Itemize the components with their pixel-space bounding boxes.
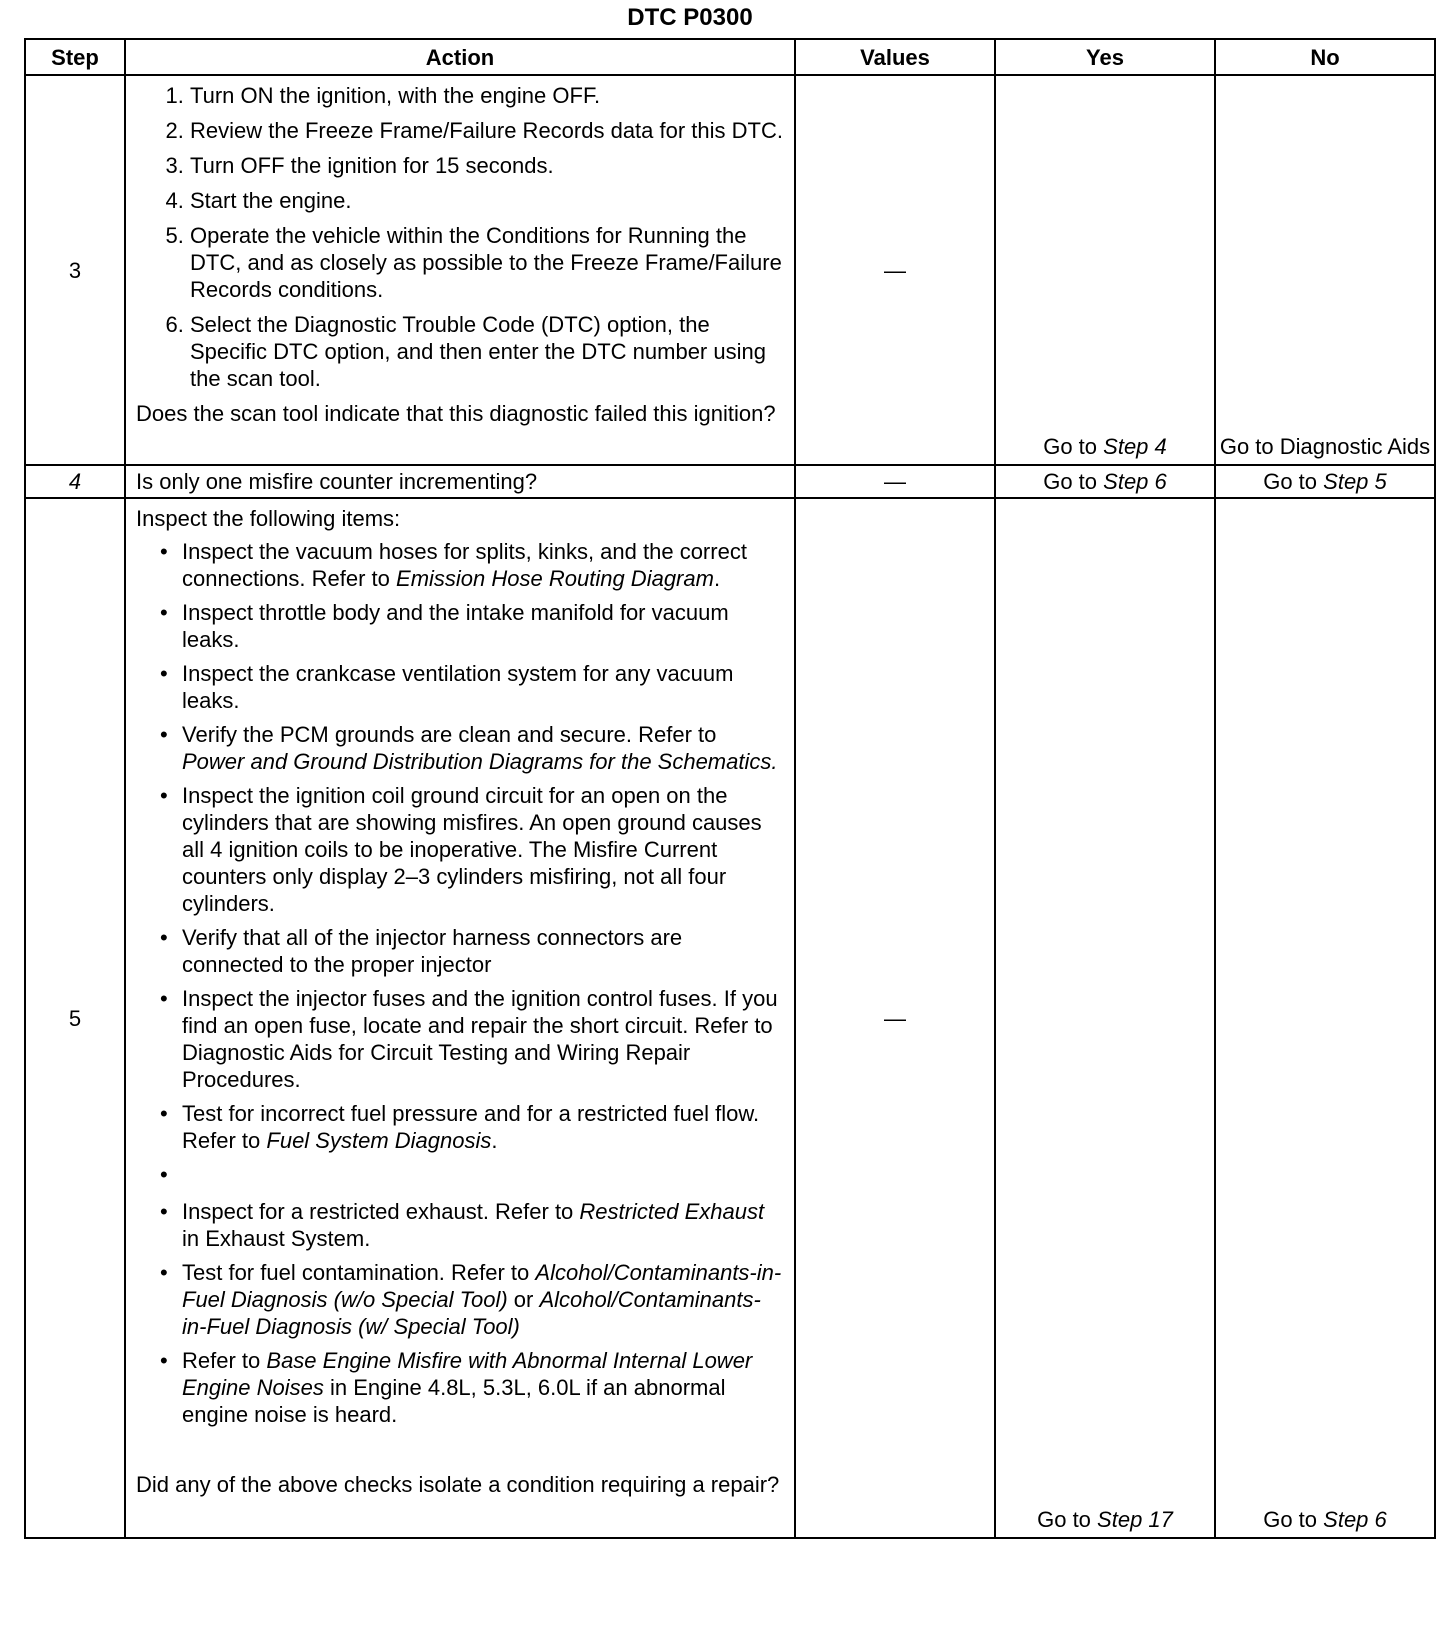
question-text: Did any of the above checks isolate a condition requiring a repair? [136, 1472, 780, 1497]
list-item [182, 538, 784, 592]
action-step: 6. Select the Diagnostic Trouble Code (DTC) option, the Specific DTC option, and then enter the DTC number using the scan tool. [190, 311, 784, 392]
item-text: or [513, 1287, 534, 1312]
list-item [182, 1259, 784, 1340]
reference-link: Alcohol/Contaminants-in-Fuel Diagnosis (w/ Special Tool) [182, 1287, 761, 1339]
reference-link: Base Engine Misfire with Abnormal Internal Lower Engine Noises [182, 1348, 753, 1400]
values-cell: — [795, 75, 995, 465]
diagnostic-aids-reference: Go to Diagnostic Aids [1219, 434, 1431, 459]
question-text: Does the scan tool indicate that this diagnostic failed this ignition? [136, 401, 776, 426]
reference-link: Fuel System Diagnosis [266, 1128, 492, 1153]
header-yes: Yes [995, 39, 1215, 75]
item-text: Inspect the ignition coil ground circuit for an open on the cylinders that are showing misfires. An open ground causes all 4 ignition coils to be inoperative. The Misfire Current counters only display 2–3 cylinders misfiring, not all four cylinders. [182, 783, 762, 916]
step-reference: Step 6 [1103, 469, 1167, 494]
header-row [25, 39, 1435, 75]
action-cell [125, 75, 795, 465]
no-cell [1215, 498, 1435, 1538]
intro-text: Inspect the following items: [136, 506, 401, 531]
header-action: Action [125, 39, 795, 75]
item-text: . [713, 566, 721, 591]
action-cell [125, 465, 795, 498]
step-number: 4 [25, 465, 125, 498]
list-item [182, 985, 784, 1093]
go-to-label: Go to [1037, 1507, 1091, 1532]
list-item [182, 660, 784, 714]
list-item [182, 721, 784, 775]
list-item [182, 1347, 784, 1428]
item-text: . [491, 1128, 498, 1153]
list-item [182, 924, 784, 978]
no-cell [1215, 75, 1435, 465]
yes-cell [995, 498, 1215, 1538]
action-step: 4. Start the engine. [190, 187, 784, 214]
item-text: Inspect the crankcase ventilation system for any vacuum leaks. [182, 661, 734, 713]
diagnostic-table [24, 38, 1436, 1539]
reference-link: Power and Ground Distribution Diagrams for the Schematics. [182, 749, 778, 774]
go-to-label: Go to [1263, 1507, 1318, 1532]
action-step: 1. Turn ON the ignition, with the engine OFF. [190, 82, 784, 109]
list-item [182, 1100, 784, 1154]
question-text: Is only one misfire counter incrementing? [136, 469, 538, 494]
item-text: Inspect for a restricted exhaust. Refer to [182, 1199, 574, 1224]
yes-cell [995, 75, 1215, 465]
action-step: 3. Turn OFF the ignition for 15 seconds. [190, 152, 784, 179]
item-text: in Engine 4.8L, 5.3L, 6.0L if an abnormal engine noise is heard. [182, 1375, 726, 1427]
action-steps-list [136, 82, 784, 392]
action-step: 2. Review the Freeze Frame/Failure Records data for this DTC. [190, 117, 784, 144]
reference-link: Alcohol/Contaminants-in-Fuel Diagnosis (w/o Special Tool) [182, 1260, 782, 1312]
step-reference: Step 5 [1323, 469, 1387, 494]
spacer [136, 1435, 784, 1469]
spacer [182, 1161, 784, 1191]
inspection-list [136, 538, 784, 1428]
item-text: in Exhaust System. [182, 1226, 371, 1251]
go-to-label: Go to [1043, 469, 1098, 494]
step-reference: Step 4 [1103, 434, 1167, 459]
list-item [182, 1198, 784, 1252]
action-cell [125, 498, 795, 1538]
action-step: 5. Operate the vehicle within the Conditions for Running the DTC, and as closely as possible to the Freeze Frame/Failure Records conditions. [190, 222, 784, 303]
header-values: Values [795, 39, 995, 75]
reference-link: Restricted Exhaust [579, 1199, 765, 1224]
table-row-step-5 [25, 498, 1435, 1538]
step-number: 3 [25, 75, 125, 465]
step-number: 5 [25, 498, 125, 1538]
step-reference: Step 17 [1097, 1507, 1173, 1532]
values-cell: — [795, 498, 995, 1538]
yes-cell [995, 465, 1215, 498]
go-to-label: Go to [1043, 434, 1098, 459]
go-to-label: Go to [1263, 469, 1318, 494]
list-item [182, 782, 784, 917]
item-text: Verify the PCM grounds are clean and secure. Refer to [182, 722, 717, 747]
item-text: Test for fuel contamination. Refer to [182, 1260, 530, 1285]
item-text: Inspect the injector fuses and the ignition control fuses. If you find an open fuse, locate and repair the short circuit. Refer to Diagnostic Aids for Circuit Testing and Wiring Repair Procedures. [182, 986, 778, 1092]
header-no: No [1215, 39, 1435, 75]
values-cell: — [795, 465, 995, 498]
item-text: Verify that all of the injector harness connectors are connected to the proper injector [182, 925, 683, 977]
item-text: Inspect the vacuum hoses for splits, kinks, and the correct connections. Refer to [182, 539, 747, 591]
header-step: Step [25, 39, 125, 75]
item-text: Refer to [182, 1348, 261, 1373]
table-row-step-4 [25, 465, 1435, 498]
step-reference: Step 6 [1323, 1507, 1387, 1532]
page-title: DTC P0300 [627, 4, 753, 31]
table-row-step-3 [25, 75, 1435, 465]
list-item [182, 599, 784, 653]
item-text: Test for incorrect fuel pressure and for a restricted fuel flow. Refer to [182, 1101, 760, 1153]
no-cell [1215, 465, 1435, 498]
reference-link: Emission Hose Routing Diagram [396, 566, 714, 591]
item-text: Inspect throttle body and the intake manifold for vacuum leaks. [182, 600, 729, 652]
